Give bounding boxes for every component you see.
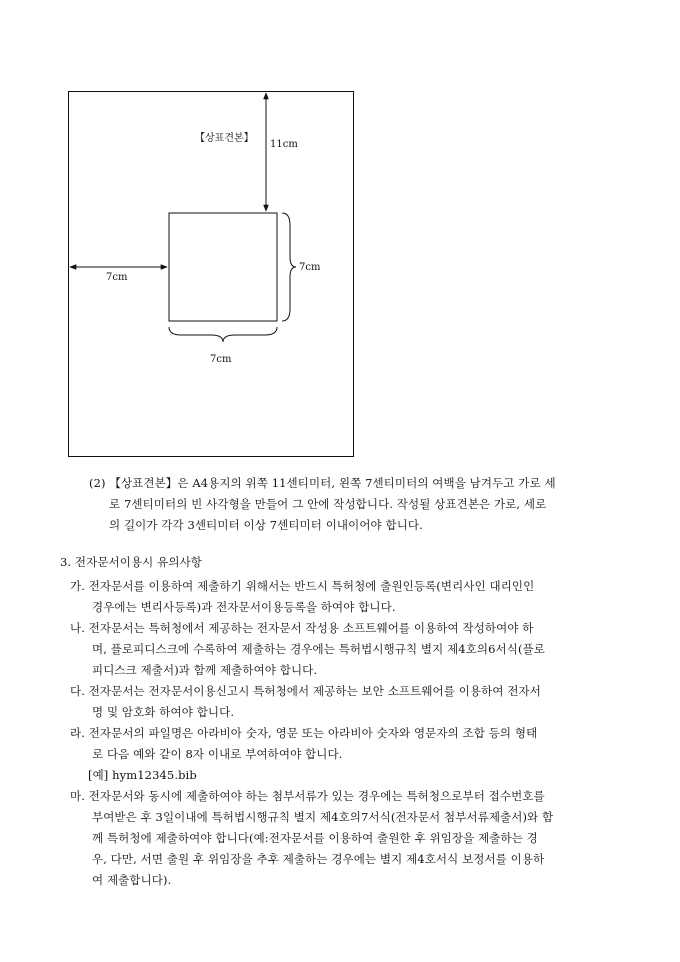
box-width-label: 7cm xyxy=(210,354,232,365)
section-3 xyxy=(60,552,640,573)
item-ma-line: 여 제출합니다). xyxy=(92,873,172,887)
item-ma-line: 마. 전자문서와 동시에 제출하여야 하는 첨부서류가 있는 경우에는 특허청으로부터 접수번호를 xyxy=(70,789,545,803)
item-ra-line: 라. 전자문서의 파일명은 아라비아 숫자, 영문 또는 아라비아 숫자와 영문자의 조합 등의 형태 xyxy=(70,726,538,740)
sample-label: 【상표견본】 xyxy=(195,133,254,144)
item-ma-line: 우, 다만, 서면 출원 후 위임장을 추후 제출하는 경우에는 별지 제4호서식 보정서를 이용하 xyxy=(92,852,545,866)
bottom-brace xyxy=(169,327,277,342)
note-2-line: 로 7센티미터의 빈 사각형을 만들어 그 안에 작성합니다. 작성될 상표견본은 가로, 세로 xyxy=(109,497,547,511)
note-2-line: (2) 【상표견본】은 A4용지의 위쪽 11센티미터, 왼쪽 7센티미터의 여백을 남겨두고 가로 세 xyxy=(89,476,556,490)
left-margin-label: 7cm xyxy=(106,272,128,283)
item-na-line: 나. 전자문서는 특허청에서 제공하는 전자문서 작성용 소프트웨어를 이용하여 작성하여야 하 xyxy=(70,621,534,635)
note-2-line: 의 길이가 각각 3센티미터 이상 7센티미터 이내이어야 합니다. xyxy=(109,518,423,532)
top-margin-label: 11cm xyxy=(270,139,298,150)
right-brace xyxy=(282,213,296,321)
item-da-line: 다. 전자문서는 전자문서이용신고시 특허청에서 제공하는 보안 소프트웨어를 이용하여 전자서 xyxy=(70,684,541,698)
item-da-line: 명 및 암호화 하여야 합니다. xyxy=(92,705,235,719)
item-ma-line: 부여받은 후 3일이내에 특허법시행규칙 별지 제4호의7서식(전자문서 첨부서류제출서)와 함 xyxy=(92,810,554,824)
box-height-label: 7cm xyxy=(299,262,321,273)
item-na-line: 며, 플로피디스크에 수록하여 제출하는 경우에는 특허법시행규칙 별지 제4호의6서식(플로 xyxy=(92,642,545,656)
section-3-items xyxy=(70,576,640,891)
note-2 xyxy=(89,473,629,536)
item-ma-line: 께 특허청에 제출하여야 합니다(예:전자문서를 이용하여 출원한 후 위임장을 제출하는 경 xyxy=(92,831,538,845)
item-ga-line: 가. 전자문서를 이용하여 제출하기 위해서는 반드시 특허청에 출원인등록(변리사인 대리인인 xyxy=(70,579,535,593)
item-na-line: 피디스크 제출서)과 함께 제출하여야 합니다. xyxy=(92,663,318,677)
item-ga-line: 경우에는 변리사등록)과 전자문서이용등록을 하여야 합니다. xyxy=(92,600,396,614)
section-3-title: 3. 전자문서이용시 유의사항 xyxy=(60,555,202,569)
trademark-sample-diagram xyxy=(68,91,354,457)
item-ra-example: [예] hym12345.bib xyxy=(88,768,197,782)
item-ra-line: 로 다음 예와 같이 8자 이내로 부여하여야 합니다. xyxy=(92,747,343,761)
sample-box xyxy=(169,213,277,321)
